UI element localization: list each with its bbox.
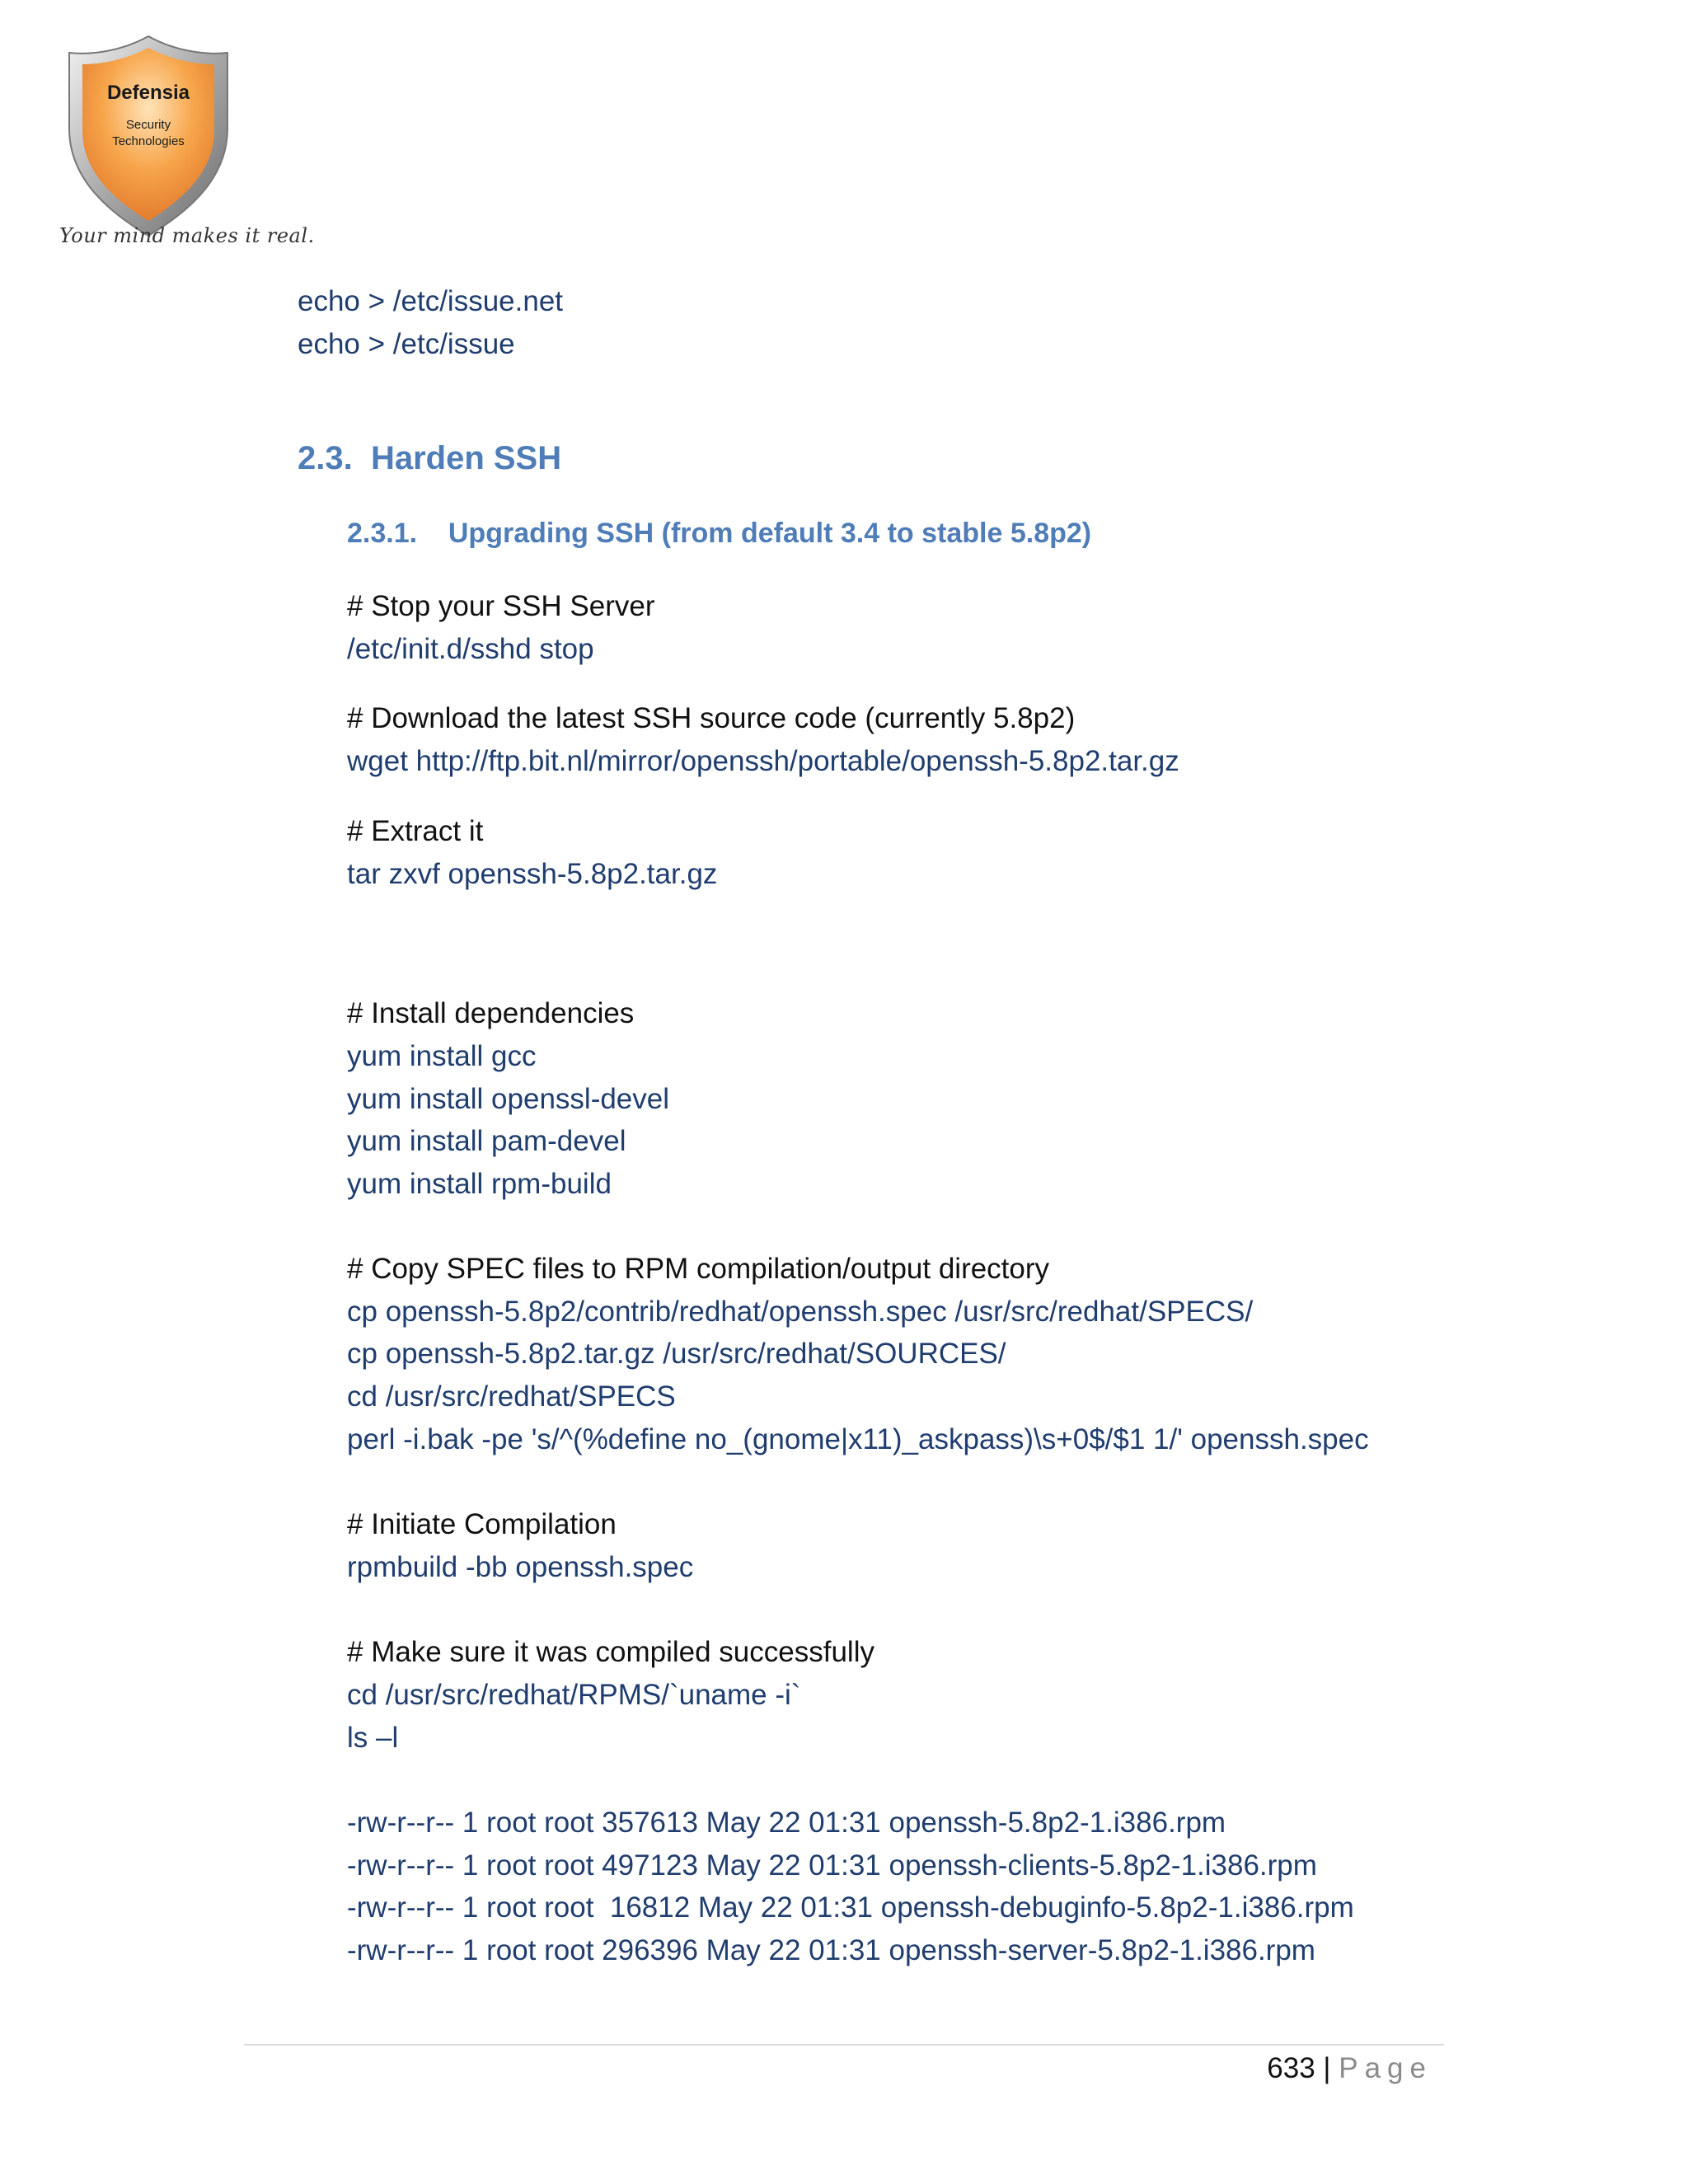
code-line: /etc/init.d/sshd stop (347, 633, 594, 665)
intro-line: echo > /etc/issue.net (298, 285, 564, 317)
page-number: 633 (1267, 2052, 1315, 2084)
code-line: ls –l (347, 1722, 399, 1754)
logo-sub1: Security (125, 118, 171, 132)
code-line: wget http://ftp.bit.nl/mirror/openssh/portable/openssh-5.8p2.tar.gz (347, 745, 1179, 777)
code-line: cd /usr/src/redhat/RPMS/`uname -i` (347, 1679, 801, 1711)
code-line: cp openssh-5.8p2.tar.gz /usr/src/redhat/SOURCES/ (347, 1338, 1006, 1370)
subsection-heading (347, 518, 1091, 550)
footer-divider (244, 2044, 1444, 2046)
comment-spec: # Copy SPEC files to RPM compilation/output directory (347, 1253, 1050, 1285)
logo-tagline: Your mind makes it real. (59, 224, 315, 247)
code-line: yum install rpm-build (347, 1168, 612, 1200)
page-footer (1267, 2049, 1432, 2088)
section-title: Harden SSH (370, 440, 562, 476)
listing-line: -rw-r--r-- 1 root root 357613 May 22 01:31 openssh-5.8p2-1.i386.rpm (347, 1807, 1226, 1839)
code-line: cp openssh-5.8p2/contrib/redhat/openssh.spec /usr/src/redhat/SPECS/ (347, 1296, 1254, 1328)
code-line: perl -i.bak -pe 's/^(%define no_(gnome|x11)_askpass)\s+0$/$1 1/' openssh.spec (347, 1423, 1369, 1455)
code-line: yum install pam-devel (347, 1125, 626, 1157)
section-number: 2.3. (298, 440, 353, 476)
comment-deps: # Install dependencies (347, 997, 635, 1029)
comment-download: # Download the latest SSH source code (currently 5.8p2) (347, 702, 1076, 734)
code-line: cd /usr/src/redhat/SPECS (347, 1380, 676, 1413)
listing-line: -rw-r--r-- 1 root root 497123 May 22 01:31 openssh-clients-5.8p2-1.i386.rpm (347, 1849, 1317, 1882)
subsection-number: 2.3.1. (347, 518, 418, 549)
intro-line: echo > /etc/issue (298, 328, 515, 360)
section-heading (298, 440, 561, 477)
logo-brand: Defensia (106, 82, 190, 104)
code-line: rpmbuild -bb openssh.spec (347, 1551, 694, 1583)
code-line: yum install openssl-devel (347, 1083, 670, 1115)
comment-extract: # Extract it (347, 815, 484, 847)
page-label: Page (1339, 2052, 1432, 2084)
code-line: yum install gcc (347, 1040, 537, 1072)
comment-stop: # Stop your SSH Server (347, 590, 655, 622)
code-line: tar zxvf openssh-5.8p2.tar.gz (347, 858, 718, 890)
listing-line: -rw-r--r-- 1 root root 296396 May 22 01:31 openssh-server-5.8p2-1.i386.rpm (347, 1934, 1315, 1966)
subsection-title: Upgrading SSH (from default 3.4 to stable 5.8p2) (448, 518, 1092, 549)
listing-line: -rw-r--r-- 1 root root 16812 May 22 01:31 openssh-debuginfo-5.8p2-1.i386.rpm (347, 1891, 1354, 1924)
logo-sub2: Technologies (112, 134, 185, 148)
comment-compile: # Initiate Compilation (347, 1508, 617, 1540)
comment-verify: # Make sure it was compiled successfully (347, 1636, 874, 1668)
footer-separator: | (1323, 2052, 1331, 2084)
